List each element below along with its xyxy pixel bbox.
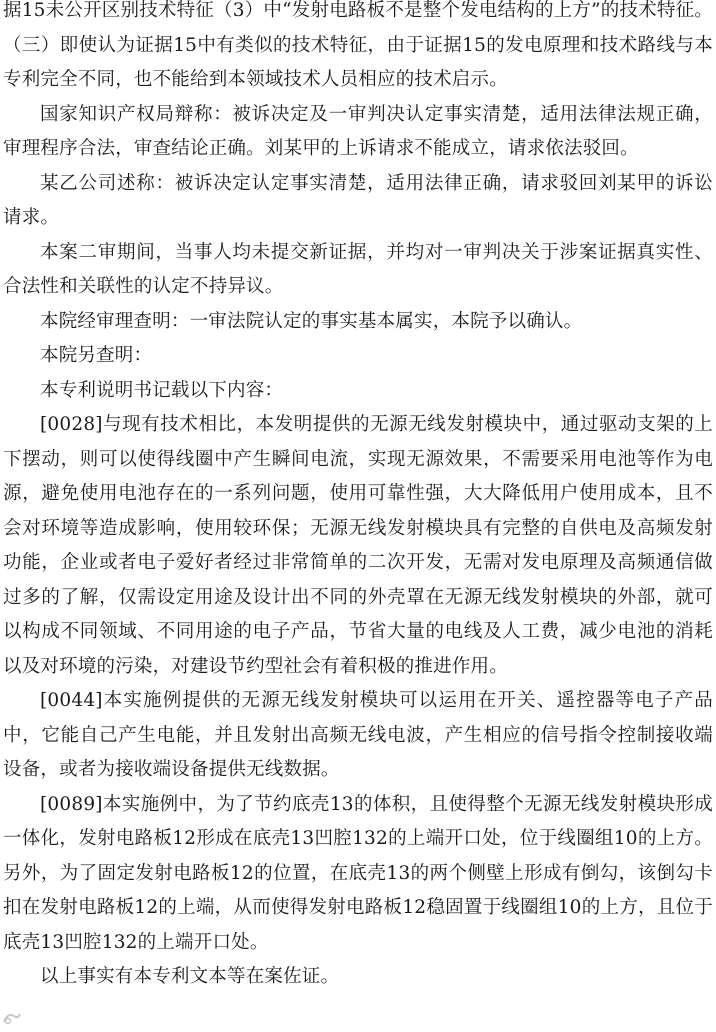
paragraph-spec-0028: [0028]与现有技术相比，本发明提供的无源无线发射模块中，通过驱动支架的上下摆动，则可以使得线圈中产生瞬间电流，实现无源效果，不需要采用电池等作为电源，避免使用电池存在的一系列问题，使用可靠性强，大大降低用户使用成本，且不会对环境等造成影响，使用较环保；无源无线发射模块具有完整的自供电及高频发射功能，企业或者电子爱好者经过非常简单的二次开发，无需对发电原理及高频通信做过多的了解，仅需设定用途及设计出不同的外壳罩在无源无线发射模块的外部，就可以构成不同领域、不同用途的电子产品，节省大量的电线及人工费，减少电池的消耗以及对环境的污染，对建设节约型社会有着积极的推进作用。 — [3, 414, 713, 677]
paragraph-second-instance-evidence: 本案二审期间，当事人均未提交新证据，并均对一审判决关于涉案证据真实性、合法性和关联性的认定不持异议。 — [3, 241, 713, 297]
paragraph-spec-intro: 本专利说明书记载以下内容： — [40, 379, 284, 401]
paragraph-evidence-15: 据15未公开区别技术特征（3）中“发射电路板不是整个发电结构的上方”的技术特征。（三）即使认为证据15中有类似的技术特征，由于证据15的发电原理和技术路线与本专利完全不同，也不能给到本领域技术人员相应的技术启示。 — [3, 0, 713, 90]
paragraph-ipo-defense: 国家知识产权局辩称：被诉决定及一审判决认定事实清楚，适用法律法规正确，审理程序合法，审查结论正确。刘某甲的上诉请求不能成立，请求依法驳回。 — [3, 103, 713, 159]
watermark-logo-icon — [2, 1010, 22, 1026]
watermark — [2, 1010, 22, 1026]
paragraph-spec-0089: [0089]本实施例中，为了节约底壳13的体积，且使得整个无源无线发射模块形成一体化，发射电路板12形成在底壳13凹腔132的上端开口处，位于线圈组10的上方。另外，为了固定发射电路板12的位置，在底壳13的两个侧壁上形成有倒勾，该倒勾卡扣在发射电路板12的上端，从而使得发射电路板12稳固置于线圈组10的上方，且位于底壳13凹腔132的上端开口处。 — [3, 793, 713, 953]
paragraph-evidence-summary: 以上事实有本专利文本等在案佐证。 — [40, 966, 340, 987]
paragraph-company-statement: 某乙公司述称：被诉决定认定事实清楚，适用法律正确，请求驳回刘某甲的诉讼请求。 — [3, 172, 713, 228]
paragraph-spec-0044: [0044]本实施例提供的无源无线发射模块可以运用在开关、遥控器等电子产品中，它能自己产生电能，并且发射出高频无线电波，产生相应的信号指令控制接收端设备，或者为接收端设备提供无线数据。 — [3, 690, 713, 780]
paragraph-court-finding: 本院经审理查明：一审法院认定的事实基本属实，本院予以确认。 — [40, 310, 583, 332]
document-body — [3, 0, 713, 995]
paragraph-further-finding: 本院另查明： — [40, 345, 153, 366]
